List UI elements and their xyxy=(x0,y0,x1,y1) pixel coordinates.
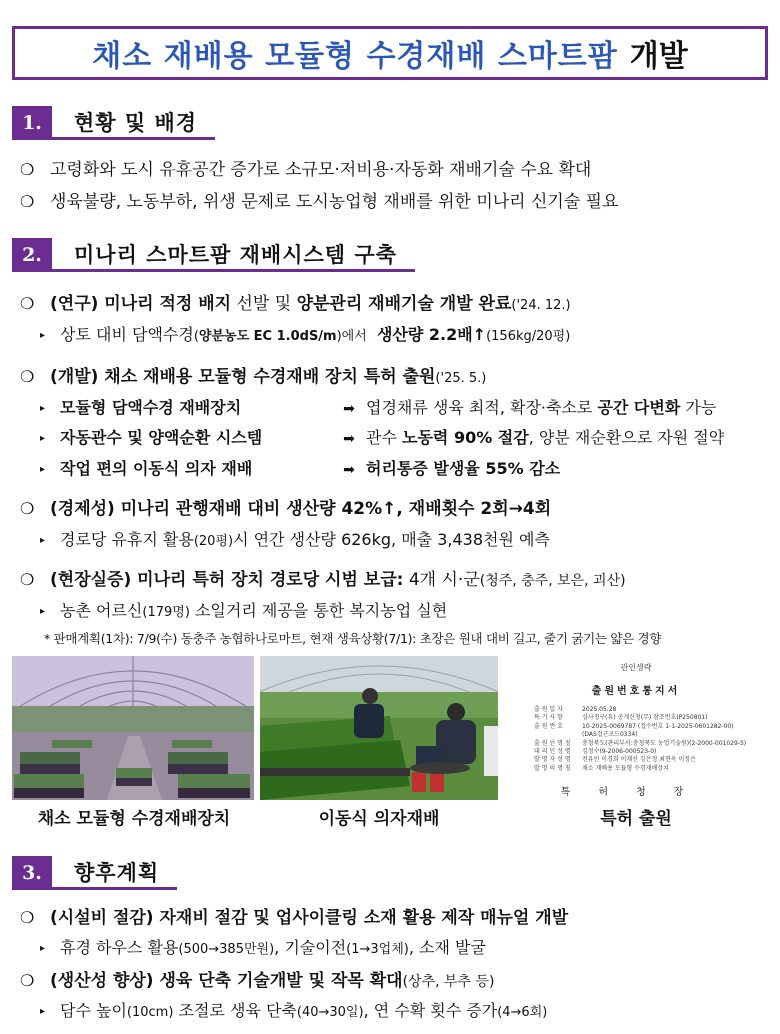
dev-item-1-r3: 가능 xyxy=(680,398,717,417)
bullet-circle-icon: ❍ xyxy=(20,160,35,179)
s2-field-cities: (청주, 충주, 보은, 괴산) xyxy=(479,573,626,589)
s2-research-mid: 선발 및 xyxy=(231,294,297,314)
s2-rsub-f: (156kg/20평) xyxy=(486,329,571,344)
s3-l2-sub-b: (10cm) xyxy=(126,1005,174,1020)
s2-econ-sub-b: (20평) xyxy=(193,534,234,549)
s3-l2-sub-a: 담수 높이 xyxy=(60,1001,127,1020)
s3-bullet-2-text: (생산성 향상) 생육 단축 기술개발 및 작목 확대 xyxy=(50,971,403,991)
s3-bullet-1-text: (시설비 절감) 자재비 절감 및 업사이클링 소재 활용 제작 매뉴얼 개발 xyxy=(50,908,569,928)
triangle-bullet-icon: ▸ xyxy=(40,606,46,617)
patent-row-label: 특 기 사 항 xyxy=(534,714,563,722)
arrow-right-icon: ➡ xyxy=(343,431,355,447)
s2-field-sub xyxy=(40,598,447,621)
triangle-bullet-icon: ▸ xyxy=(40,330,46,341)
patent-rows xyxy=(534,706,746,773)
s2-field xyxy=(20,565,626,590)
s2-econ-sub xyxy=(40,527,550,550)
page-title-tail: 개발 xyxy=(629,39,688,74)
s1-bullet-2-text: 생육불량, 노동부하, 위생 문제로 도시농업형 재배를 위한 미나리 신기술 필요 xyxy=(50,192,619,212)
s2-research xyxy=(20,289,571,314)
s1-bullet-1-text: 고령화와 도시 유휴공간 증가로 소규모·저비용·자동화 재배기술 수요 확대 xyxy=(50,160,592,180)
page-title-box xyxy=(12,26,768,80)
section-3-header xyxy=(12,856,177,890)
bullet-circle-icon: ❍ xyxy=(20,908,35,927)
s1-bullet-2 xyxy=(20,187,619,212)
bullet-circle-icon: ❍ xyxy=(20,367,35,386)
s2-dev-item-1 xyxy=(40,395,716,418)
s2-rsub-c: 양분농도 EC 1.0dS/m xyxy=(198,329,337,344)
s2-rsub-a: 상토 대비 담액수경 xyxy=(60,325,194,344)
patent-row-label: 출 원 일 자 xyxy=(534,706,563,713)
s2-dev-item-3 xyxy=(40,456,560,479)
triangle-bullet-icon: ▸ xyxy=(40,943,46,954)
s2-rsub-e: 생산량 2.2배↑ xyxy=(376,325,487,344)
triangle-bullet-icon: ▸ xyxy=(40,403,46,414)
patent-footer: 특허청장 xyxy=(560,787,712,798)
dev-item-2-r2: 노동력 90% 절감 xyxy=(402,428,529,447)
section-2-title: 미나리 스마트팜 재배시스템 구축 xyxy=(52,238,415,272)
caption-patent: 특허 출원 xyxy=(600,809,672,829)
page-title: 채소 재배용 모듈형 수경재배 스마트팜 xyxy=(92,39,618,74)
patent-row-value: 김정수(9-2006-000523-0) xyxy=(582,748,657,756)
patent-title: 출원번호통지서 xyxy=(591,686,681,697)
patent-row xyxy=(534,765,746,773)
chair-cultivation-photo xyxy=(260,656,498,800)
s2-econ-sub-a: 경로당 유휴지 활용 xyxy=(60,530,194,549)
s2-rsub-d: )에서 xyxy=(336,329,371,344)
s3-l1-sub-a: 휴경 하우스 활용 xyxy=(60,938,179,957)
s3-bullet-1-sub xyxy=(40,935,486,958)
s3-l1-sub-d: (1→3업체) xyxy=(346,942,409,957)
section-2-header xyxy=(12,238,415,272)
patent-row-value: 충청북도(관리부서:충청북도 농업기술원)(2-2000-001029-5) xyxy=(582,739,747,747)
section-2-number: 2. xyxy=(12,238,52,272)
s2-dev-item-2 xyxy=(40,425,724,448)
patent-row-label: 대 리 인 성 명 xyxy=(534,748,571,756)
patent-row xyxy=(534,723,746,731)
s2-dev-date: ('25. 5.) xyxy=(435,371,487,386)
patent-row xyxy=(534,714,746,722)
dev-item-2-label: 자동관수 및 양액순환 시스템 xyxy=(60,428,263,447)
dev-item-3-r2: 허리통증 발생율 55% 감소 xyxy=(366,459,561,478)
s3-l1-sub-c: , 기술이전 xyxy=(274,938,347,957)
patent-row-label: 출 원 인 명 칭 xyxy=(534,739,571,747)
s2-econ-sub-c: 시 연간 생산량 626kg, 매출 3,438천원 예측 xyxy=(233,530,550,549)
s2-field-sub-c: 소일거리 제공을 통한 복지농업 실현 xyxy=(189,601,448,620)
patent-row-label: 발 명 의 명 칭 xyxy=(534,764,571,772)
bullet-circle-icon: ❍ xyxy=(20,499,35,518)
s2-field-title: (현장실증) 미나리 특허 장치 경로당 시범 보급: xyxy=(50,570,404,590)
s2-field-sub-b: (179명) xyxy=(142,605,190,620)
bullet-circle-icon: ❍ xyxy=(20,971,35,990)
section-1-number: 1. xyxy=(12,106,52,140)
s2-econ xyxy=(20,494,551,519)
dev-item-2-r1: 관수 xyxy=(366,428,402,447)
bullet-circle-icon: ❍ xyxy=(20,294,35,313)
patent-row-value: (DAS접근코드0334) xyxy=(582,731,638,739)
section-3-number: 3. xyxy=(12,856,52,890)
patent-row-value: 전유민 이경희 이재선 김은정 최현옥 이정은 xyxy=(582,756,696,764)
s3-bullet-2-crops: (상추, 부추 등) xyxy=(402,974,495,990)
section-1-title: 현황 및 배경 xyxy=(52,106,215,140)
bullet-circle-icon: ❍ xyxy=(20,570,35,589)
s1-bullet-1 xyxy=(20,155,591,180)
patent-row xyxy=(534,731,746,739)
s2-field-sub-a: 농촌 어르신 xyxy=(60,601,143,620)
greenhouse-photo xyxy=(12,656,254,800)
s2-econ-text: (경제성) 미나리 관행재배 대비 생산량 42%↑, 재배횟수 2회→4회 xyxy=(50,499,552,519)
s3-l1-sub-e: , 소재 발굴 xyxy=(408,938,486,957)
patent-row-label: 출 원 번 호 xyxy=(534,722,563,730)
patent-row xyxy=(534,740,746,748)
s2-field-count: 4개 시·군 xyxy=(403,570,480,590)
s2-research-date: ('24. 12.) xyxy=(511,298,571,313)
triangle-bullet-icon: ▸ xyxy=(40,535,46,546)
triangle-bullet-icon: ▸ xyxy=(40,1006,46,1017)
sales-plan-note: * 판매계획(1차): 7/9(수) 동충주 농협하나로마트, 현재 생육상황(7/1): 초장은 원내 대비 길고, 줄기 굵기는 얇은 경향 xyxy=(44,631,662,646)
caption-chair: 이동식 의자재배 xyxy=(318,809,440,829)
dev-item-1-r2: 공간 다변화 xyxy=(597,398,681,417)
s2-research-title: (연구) 미나리 적정 배지 xyxy=(50,294,232,314)
patent-row-value: 10-2025-0069787 (접수번호 1-1-2025-0601282-00) xyxy=(582,722,734,730)
bullet-circle-icon: ❍ xyxy=(20,192,35,211)
dev-item-2-r3: , 양분 재순환으로 자원 절약 xyxy=(528,428,725,447)
patent-row-label: 발 명 자 성 명 xyxy=(534,756,571,764)
patent-row-value: 심사청구(유) 공개신청(무) 참조번호(P250801) xyxy=(582,714,708,722)
s3-bullet-2 xyxy=(20,966,494,991)
section-3-title: 향후계획 xyxy=(52,856,177,890)
s2-research-sub xyxy=(40,322,570,345)
s3-l2-sub-e: , 연 수확 횟수 증가 xyxy=(363,1001,498,1020)
s3-l2-sub-c: 조절로 생육 단축 xyxy=(173,1001,297,1020)
arrow-right-icon: ➡ xyxy=(343,462,355,478)
s3-bullet-1 xyxy=(20,903,568,928)
patent-row-value: 2025.05.28 xyxy=(582,706,617,713)
triangle-bullet-icon: ▸ xyxy=(40,464,46,475)
dev-item-1-r1: 엽경채류 생육 최적, 확장·축소로 xyxy=(366,398,598,417)
triangle-bullet-icon: ▸ xyxy=(40,433,46,444)
patent-row xyxy=(534,756,746,764)
s3-l2-sub-d: (40→30일) xyxy=(296,1005,364,1020)
patent-notice-document xyxy=(504,660,768,800)
dev-item-1-label: 모듈형 담액수경 재배장치 xyxy=(60,398,242,417)
caption-greenhouse: 채소 모듈형 수경재배장치 xyxy=(37,809,231,829)
s2-dev-title: (개발) 채소 재배용 모듈형 수경재배 장치 특허 출원 xyxy=(50,367,436,387)
section-1-header xyxy=(12,106,215,140)
patent-header: 관인생략 xyxy=(620,663,652,672)
patent-row-value: 채소 재배용 모듈형 수경재배장치 xyxy=(582,764,669,772)
s2-research-result: 양분관리 재배기술 개발 완료 xyxy=(296,294,512,314)
s3-l2-sub-f: (4→6회) xyxy=(497,1005,548,1020)
s2-dev xyxy=(20,362,486,387)
s3-bullet-2-sub xyxy=(40,998,547,1021)
s3-l1-sub-b: (500→385만원) xyxy=(178,942,275,957)
s2-rsub-b: ( xyxy=(193,329,199,344)
dev-item-3-label: 작업 편의 이동식 의자 재배 xyxy=(60,459,253,478)
arrow-right-icon: ➡ xyxy=(343,401,355,417)
